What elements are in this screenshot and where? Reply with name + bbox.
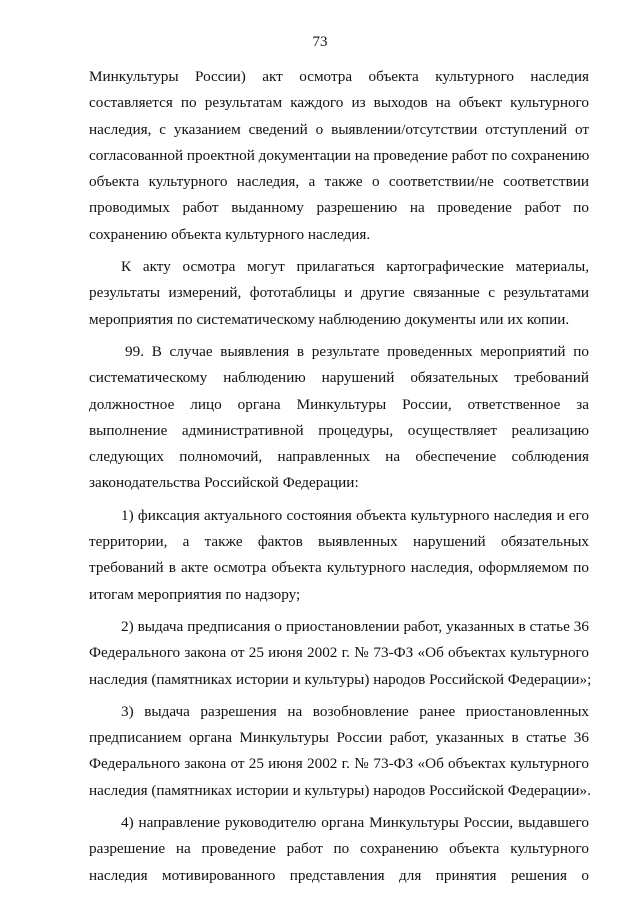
text-line: Минкультуры России) акт осмотра объекта культурного наследия [89,68,589,85]
text-line: К акту осмотра могут прилагаться картографические материалы, [121,258,589,276]
text-line: 4) направление руководителю органа Минкультуры России, выдавшего [121,814,589,832]
text-line: согласованной проектной документации на проведение работ по сохранению [89,146,590,164]
text-line: 99. В случае выявления в результате проведенных мероприятий по [125,342,589,360]
text-line: составляется по результатам каждого из выходов на объект культурного [89,94,589,112]
text-line: 2) выдача предписания о приостановлении работ, указанных в статье 36 [121,617,589,635]
text-line: мероприятия по систематическому наблюдению документы или их копии. [89,310,570,328]
document-body [89,64,592,889]
page-number: 73 [312,34,328,50]
text-line: Федерального закона от 25 июня 2002 г. № 73-ФЗ «Об объектах культурного [89,755,589,773]
text-line: Федерального закона от 25 июня 2002 г. № 73-ФЗ «Об объектах культурного [89,644,589,662]
text-line: законодательства Российской Федерации: [89,474,359,492]
text-line: следующих полномочий, направленных на обеспечение соблюдения [89,448,589,466]
text-line: наследия, с указанием сведений о выявлении/отсутствии отступлений от [89,120,589,138]
text-line: итогам мероприятия по надзору; [89,585,301,603]
text-line: 1) фиксация актуального состояния объекта культурного наследия и его [121,506,589,524]
text-line: территории, а также фактов выявленных нарушений обязательных [89,533,589,551]
text-line: должностное лицо органа Минкультуры России, ответственное за [89,395,589,413]
text-line: систематическому наблюдению нарушений обязательных требований [89,369,589,387]
text-line: предписанием органа Минкультуры России работ, указанных в статье 36 [89,729,589,747]
text-line: сохранению объекта культурного наследия. [89,225,371,243]
text-line: требований в акте осмотра объекта культурного наследия, оформляемом по [89,559,589,577]
text-line: проводимых работ выданному разрешению на проведение работ по [89,199,589,217]
text-line: наследия (памятниках истории и культуры) народов Российской Федерации»; [89,670,592,688]
text-line: разрешение на проведение работ по сохранению объекта культурного [89,840,589,858]
text-line: наследия (памятниках истории и культуры) народов Российской Федерации». [89,781,591,799]
text-line: объекта культурного наследия, а также о соответствии/не соответствии [89,173,589,191]
text-line: наследия мотивированного представления для принятия решения о [89,866,589,884]
text-line: выполнение административной процедуры, осуществляет реализацию [89,421,589,439]
text-line: 3) выдача разрешения на возобновление ранее приостановленных [121,702,589,720]
text-line: результаты измерений, фототаблицы и другие связанные с результатами [89,284,589,302]
